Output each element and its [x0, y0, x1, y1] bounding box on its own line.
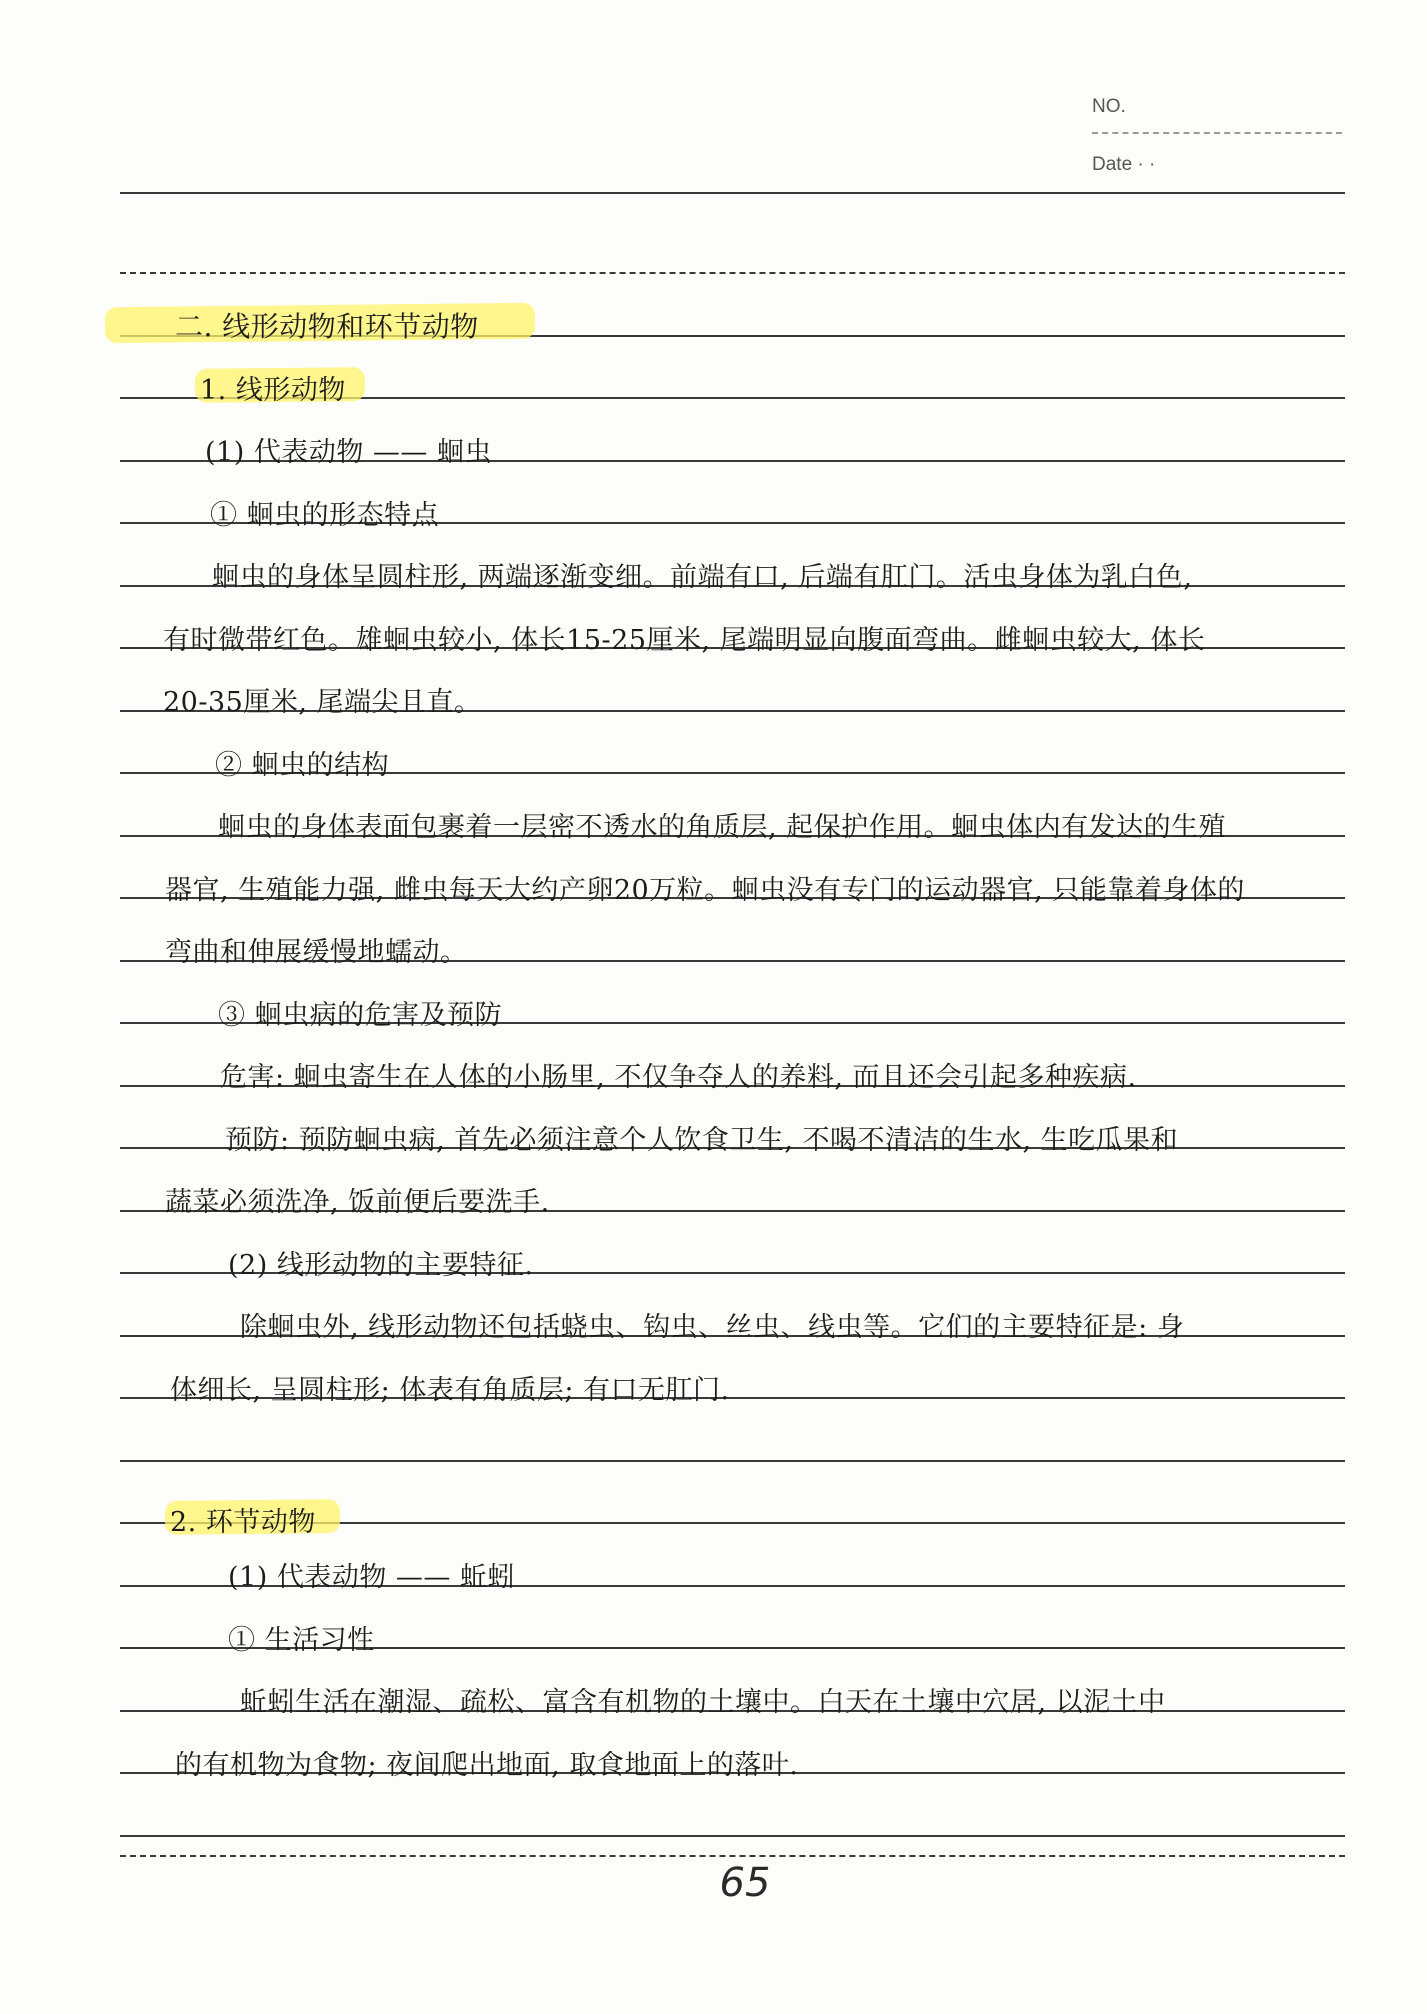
- form-title: ① 蛔虫的形态特点: [210, 500, 440, 531]
- harm-title: ③ 蛔虫病的危害及预防: [218, 1000, 503, 1031]
- ruled-line: [120, 192, 1345, 194]
- header-date-label: Date · ·: [1092, 154, 1156, 175]
- structure-paragraph-line-2: 器官, 生殖能力强, 雌虫每天大约产卵20万粒。蛔虫没有专门的运动器官, 只能靠着身体的: [165, 875, 1245, 906]
- section-title: 二. 线形动物和环节动物: [175, 310, 479, 343]
- header-no-line: [1092, 132, 1342, 134]
- ruled-line: [120, 1460, 1345, 1462]
- features-paragraph-line-2: 体细长, 呈圆柱形; 体表有角质层; 有口无肛门.: [170, 1375, 730, 1406]
- ruled-line: [120, 1855, 1345, 1857]
- structure-paragraph-line-3: 弯曲和伸展缓慢地蠕动。: [165, 937, 468, 968]
- form-paragraph-line-2: 有时微带红色。雄蛔虫较小, 体长15-25厘米, 尾端明显向腹面弯曲。雌蛔虫较大, 体长: [163, 625, 1206, 656]
- annelids-rep-title: (1) 代表动物 —— 蚯蚓: [228, 1562, 515, 1593]
- annelids-title: 2. 环节动物: [170, 1507, 316, 1538]
- habit-paragraph-line-1: 蚯蚓生活在潮湿、疏松、富含有机物的土壤中。白天在土壤中穴居, 以泥土中: [240, 1687, 1166, 1718]
- form-paragraph-line-1: 蛔虫的身体呈圆柱形, 两端逐渐变细。前端有口, 后端有肛门。活虫身体为乳白色,: [212, 562, 1193, 593]
- prevention-paragraph-line-1: 预防: 预防蛔虫病, 首先必须注意个人饮食卫生, 不喝不清洁的生水, 生吃瓜果和: [225, 1125, 1179, 1156]
- header-no-label: NO.: [1092, 96, 1126, 117]
- harm-paragraph: 危害: 蛔虫寄生在人体的小肠里, 不仅争夺人的养料, 而且还会引起多种疾病.: [220, 1062, 1137, 1093]
- nematodes-rep-title: (1) 代表动物 —— 蛔虫: [205, 437, 492, 468]
- habit-paragraph-line-2: 的有机物为食物; 夜间爬出地面, 取食地面上的落叶.: [175, 1750, 799, 1781]
- prevention-paragraph-line-2: 蔬菜必须洗净, 饭前便后要洗手.: [165, 1187, 550, 1218]
- ruled-line: [120, 1835, 1345, 1837]
- features-title: (2) 线形动物的主要特征.: [228, 1250, 534, 1281]
- features-paragraph-line-1: 除蛔虫外, 线形动物还包括蛲虫、钩虫、丝虫、线虫等。它们的主要特征是: 身: [240, 1312, 1185, 1343]
- nematodes-title: 1. 线形动物: [200, 375, 346, 406]
- structure-title: ② 蛔虫的结构: [215, 750, 390, 781]
- structure-paragraph-line-1: 蛔虫的身体表面包裹着一层密不透水的角质层, 起保护作用。蛔虫体内有发达的生殖: [218, 812, 1227, 843]
- form-paragraph-line-3: 20-35厘米, 尾端尖且直。: [163, 687, 482, 718]
- ruled-line: [120, 272, 1345, 274]
- habit-title: ① 生活习性: [228, 1625, 375, 1656]
- page-number: 65: [719, 1860, 771, 1906]
